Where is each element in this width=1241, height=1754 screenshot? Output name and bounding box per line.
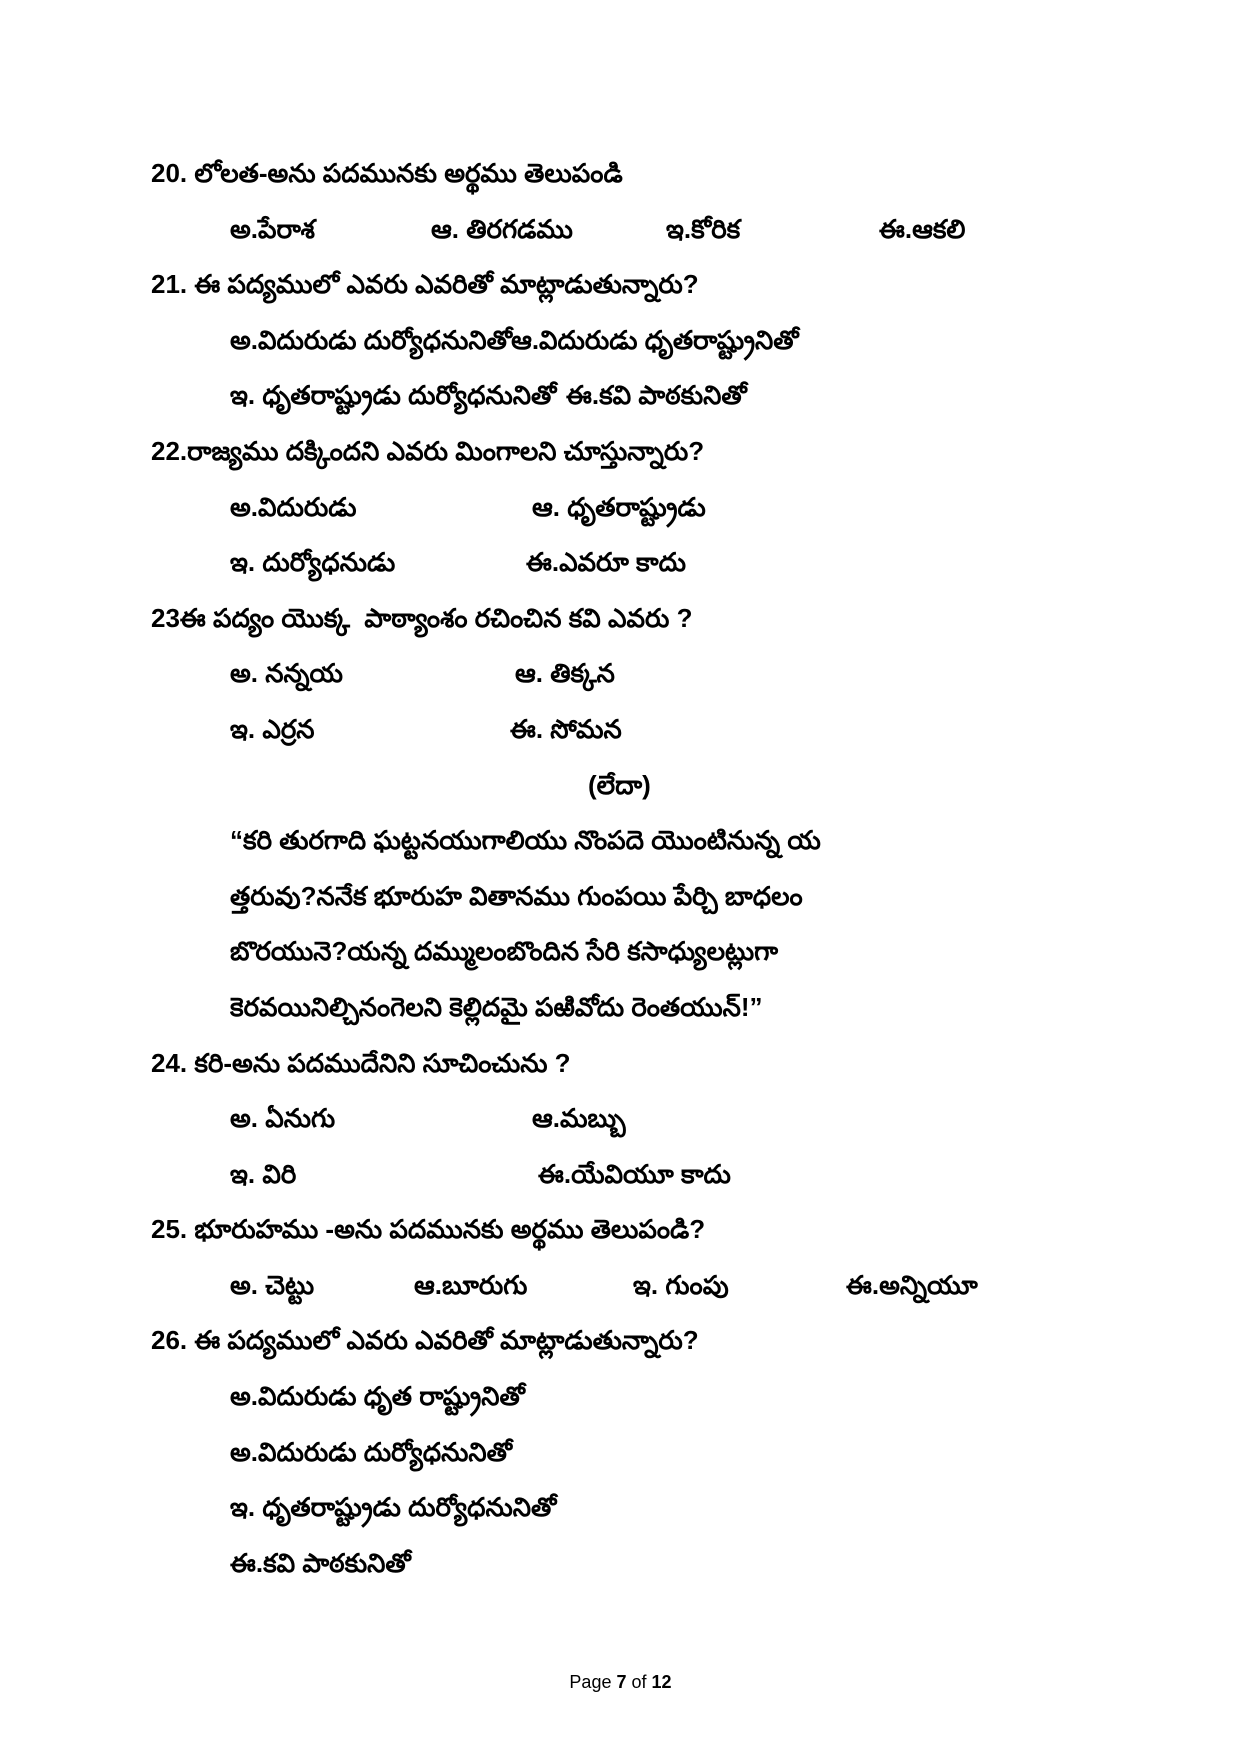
poem-line (0, 980, 1241, 1036)
option-aa: ఆ.విదురుడు ధృతరాష్ట్రునితో (511, 324, 799, 355)
poem-text: కెరవయినిల్చినంగెలని కెల్లిదమై పఱివోదు రెంతయున్!” (230, 991, 763, 1022)
question-text: 21. ఈ పద్యములో ఎవరు ఎవరితో మాట్లాడుతున్నారు? (151, 269, 699, 300)
poem-line (0, 869, 1241, 925)
option-i: ఇ. ధృతరాష్ట్రుడు దుర్యోధనునితో (230, 380, 557, 411)
or-label: (లేదా) (588, 769, 651, 800)
total-pages-number: 12 (651, 1672, 672, 1692)
poem-text: త్తరువు?ననేక భూరుహ వితానము గుంపయి పేర్చి బాధలం (230, 880, 803, 911)
option-aa: ఆ. తిక్కన (515, 658, 615, 689)
poem-line (0, 813, 1241, 869)
option-i: ఇ. గుంపు (633, 1269, 729, 1300)
question-text: 24. కరి-అను పదముదేనిని సూచించును ? (151, 1047, 571, 1078)
option-a: అ. చెట్టు (230, 1269, 315, 1300)
option-pair (230, 313, 799, 369)
question-23 (0, 591, 1241, 647)
poem-text: బొరయునె?యన్న దమ్ములంబొందిన సేరి కసాధ్యులట్లుగా (230, 936, 779, 967)
question-22 (0, 424, 1241, 480)
option-ii: ఈ.ఎవరూ కాదు (526, 547, 686, 578)
question-23-options-row-2 (0, 702, 1241, 758)
question-23-options-row-1 (0, 646, 1241, 702)
question-26-option-row (0, 1480, 1241, 1536)
question-text: 20. లోలత-అను పదమునకు అర్థము తెలుపండి (151, 158, 623, 188)
option-a: అ. ఏనుగు (230, 1103, 336, 1134)
question-21 (0, 257, 1241, 313)
question-list (0, 146, 1241, 1591)
poem-text: “కరి తురగాది ఘట్టనయుగాలియు నొంపదె యొంటినున్న య (230, 825, 821, 856)
question-24-options-row-2 (0, 1147, 1241, 1203)
option-a: అ.విదురుడు ధృత రాష్ట్రునితో (230, 1381, 525, 1412)
question-26 (0, 1313, 1241, 1369)
question-24-options-row-1 (0, 1091, 1241, 1147)
option-a: అ. నన్నయ (230, 658, 343, 689)
page-footer (0, 1670, 1241, 1694)
option-a-second: అ.విదురుడు దుర్యోధనునితో (230, 1436, 512, 1467)
question-26-option-row (0, 1425, 1241, 1481)
question-26-option-row (0, 1369, 1241, 1425)
option-a: అ.పేరాశ (230, 213, 315, 244)
question-20 (0, 146, 1241, 202)
question-25-options (0, 1258, 1241, 1314)
question-text: 25. భూరుహము -అను పదమునకు అర్థము తెలుపండి? (151, 1214, 706, 1245)
question-21-options-row-2 (0, 368, 1241, 424)
of-word: of (631, 1672, 647, 1692)
option-i: ఇ. విరి (230, 1158, 297, 1189)
option-aa: ఆ.బూరుగు (414, 1269, 528, 1300)
option-ii: ఈ.ఆకలి (879, 213, 966, 244)
option-ii: ఈ.కవి పాఠకునితో (566, 380, 747, 411)
option-ii: ఈ. సోమన (510, 713, 622, 744)
option-i: ఇ. ధృతరాష్ట్రుడు దుర్యోధనునితో (230, 1492, 557, 1523)
option-i: ఇ. ఎర్రన (230, 713, 315, 744)
option-aa: ఆ. తిరగడము (431, 213, 573, 244)
or-divider (0, 758, 1241, 814)
option-i: ఇ. దుర్యోధనుడు (230, 547, 396, 578)
option-ii: ఈ.యేవియూ కాదు (538, 1158, 731, 1189)
question-25 (0, 1202, 1241, 1258)
option-ii: ఈ.కవి పాఠకునితో (230, 1547, 411, 1578)
option-ii: ఈ.అన్నియూ (846, 1269, 978, 1300)
question-22-options-row-1 (0, 480, 1241, 536)
option-aa: ఆ.మబ్బు (532, 1103, 626, 1134)
page-word: Page (569, 1672, 612, 1692)
question-text: 26. ఈ పద్యములో ఎవరు ఎవరితో మాట్లాడుతున్నారు? (151, 1325, 699, 1356)
question-26-option-row (0, 1536, 1241, 1592)
question-text: 23ఈ పద్యం యొక్క పాఠ్యాంశం రచించిన కవి ఎవరు ? (151, 602, 693, 633)
poem-line (0, 924, 1241, 980)
option-a: అ.విదురుడు దుర్యోధనునితో (230, 324, 512, 355)
option-a: అ.విదురుడు (230, 491, 357, 522)
question-22-options-row-2 (0, 535, 1241, 591)
question-21-options-row-1 (0, 313, 1241, 369)
question-text: 22.రాజ్యము దక్కిందని ఎవరు మింగాలని చూస్తున్నారు? (151, 435, 705, 466)
current-page-number: 7 (616, 1672, 627, 1692)
option-aa: ఆ. ధృతరాష్ట్రుడు (532, 491, 706, 522)
option-i: ఇ.కోరిక (666, 213, 741, 244)
question-24 (0, 1036, 1241, 1092)
question-20-options (0, 202, 1241, 258)
